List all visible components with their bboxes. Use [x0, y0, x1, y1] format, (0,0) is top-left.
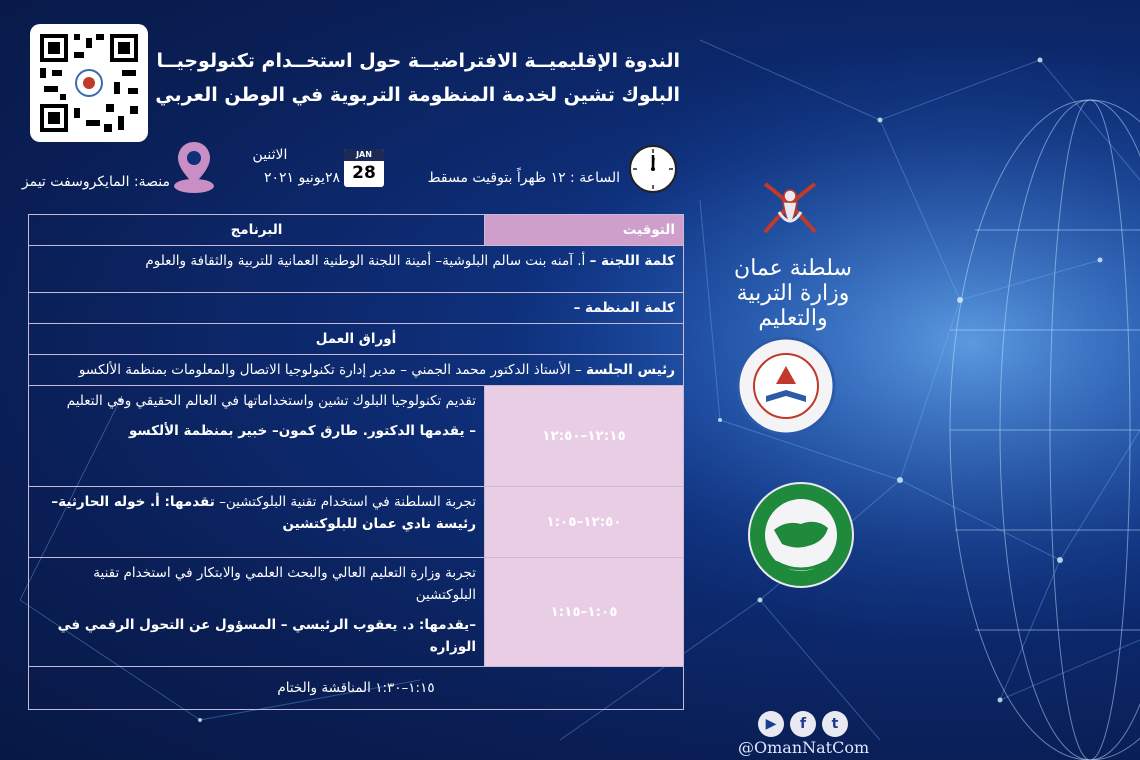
- table-row: [29, 667, 684, 710]
- session-time: ١٢:١٥–١٢:٥٠: [485, 386, 684, 487]
- youtube-icon[interactable]: ▶: [758, 711, 784, 737]
- session-time: ١:٠٥–١:١٥: [485, 558, 684, 667]
- event-date: ٢٨يونيو ٢٠٢١: [263, 170, 340, 186]
- session-description: تجربة وزارة التعليم العالي والبحث العلمي والابتكار في استخدام تقنية البلوكتشين: [93, 565, 476, 603]
- table-row: [29, 355, 684, 386]
- papers-title: أوراق العمل: [29, 324, 684, 355]
- chair-text: – الأستاذ الدكتور محمد الجمني – مدير إدارة تكنولوجيا الاتصال والمعلومات بمنظمة الألكسو: [78, 362, 582, 378]
- session-presenter: – يقدمها الدكتور. طارق كمون– خبير بمنظمة الألكسو: [128, 423, 476, 439]
- session-cell: [29, 386, 485, 487]
- title-line-2: البلوك تشين لخدمة المنظومة التربوية في الوطن العربي: [155, 84, 680, 106]
- national-commission-seal-icon: [736, 336, 836, 436]
- ministry-line-2: وزارة التربية والتعليم: [736, 281, 850, 331]
- calendar-month: JAN: [344, 149, 384, 161]
- facebook-icon[interactable]: f: [790, 711, 816, 737]
- committee-text: أ. آمنه بنت سالم البلوشية– أمينة اللجنة الوطنية العمانية للتربية والثقافة والعلوم: [145, 253, 586, 269]
- arab-organization-seal-icon: [746, 480, 856, 590]
- event-day: الاثنين: [252, 147, 288, 163]
- calendar-day: 28: [352, 163, 376, 183]
- chair-cell: [29, 355, 684, 386]
- header-time: التوقيت: [485, 215, 684, 246]
- ministry-line-1: سلطنة عمان: [734, 256, 852, 281]
- social-handle[interactable]: @OmanNatCom: [738, 738, 870, 757]
- org-label: كلمة المنظمة –: [573, 300, 675, 316]
- org-cell: [29, 293, 684, 324]
- ministry-name: [718, 256, 868, 331]
- table-row: [29, 324, 684, 355]
- clock-icon: [628, 144, 678, 194]
- header-program: البرنامج: [29, 215, 485, 246]
- session-description: تقديم تكنولوجيا البلوك تشين واستخداماتها في العالم الحقيقي وفي التعليم: [66, 393, 476, 409]
- twitter-icon[interactable]: t: [822, 711, 848, 737]
- session-cell: [29, 487, 485, 558]
- platform-text: منصة: المايكروسفت تيمز: [21, 174, 170, 190]
- page-title: [120, 44, 680, 112]
- program-table: [28, 214, 684, 710]
- table-row: [29, 386, 684, 487]
- committee-cell: [29, 246, 684, 293]
- table-row: [29, 293, 684, 324]
- location-pin-icon: [172, 140, 216, 194]
- session-cell: [29, 558, 485, 667]
- calendar-icon: [344, 149, 384, 187]
- table-header-row: [29, 215, 684, 246]
- session-presenter: –يقدمها: د. يعقوب الرئيسي – المسؤول عن التحول الرقمي في الوزاره: [57, 617, 476, 655]
- event-time: الساعة : ١٢ ظهراً بتوقيت مسقط: [427, 170, 620, 186]
- oman-emblem-icon: [755, 172, 825, 248]
- chair-label: رئيس الجلسة: [586, 362, 675, 378]
- committee-label: كلمة اللجنة –: [589, 253, 675, 269]
- table-row: [29, 558, 684, 667]
- table-row: [29, 246, 684, 293]
- session-time: ١٢:٥٠–١:٠٥: [485, 487, 684, 558]
- table-row: [29, 487, 684, 558]
- closing-cell: ١:١٥–١:٣٠ المناقشة والختام: [29, 667, 684, 710]
- title-line-1: الندوة الإقليميــة الافتراضيــة حول استخــدام تكنولوجيــا: [156, 50, 680, 72]
- session-presenter: تقدمها: أ. خوله الحارثية– رئيسة نادي عمان للبلوكتشين: [51, 494, 476, 532]
- session-description: تجربة السلطنة في استخدام تقنية البلوكتشين–: [219, 494, 476, 510]
